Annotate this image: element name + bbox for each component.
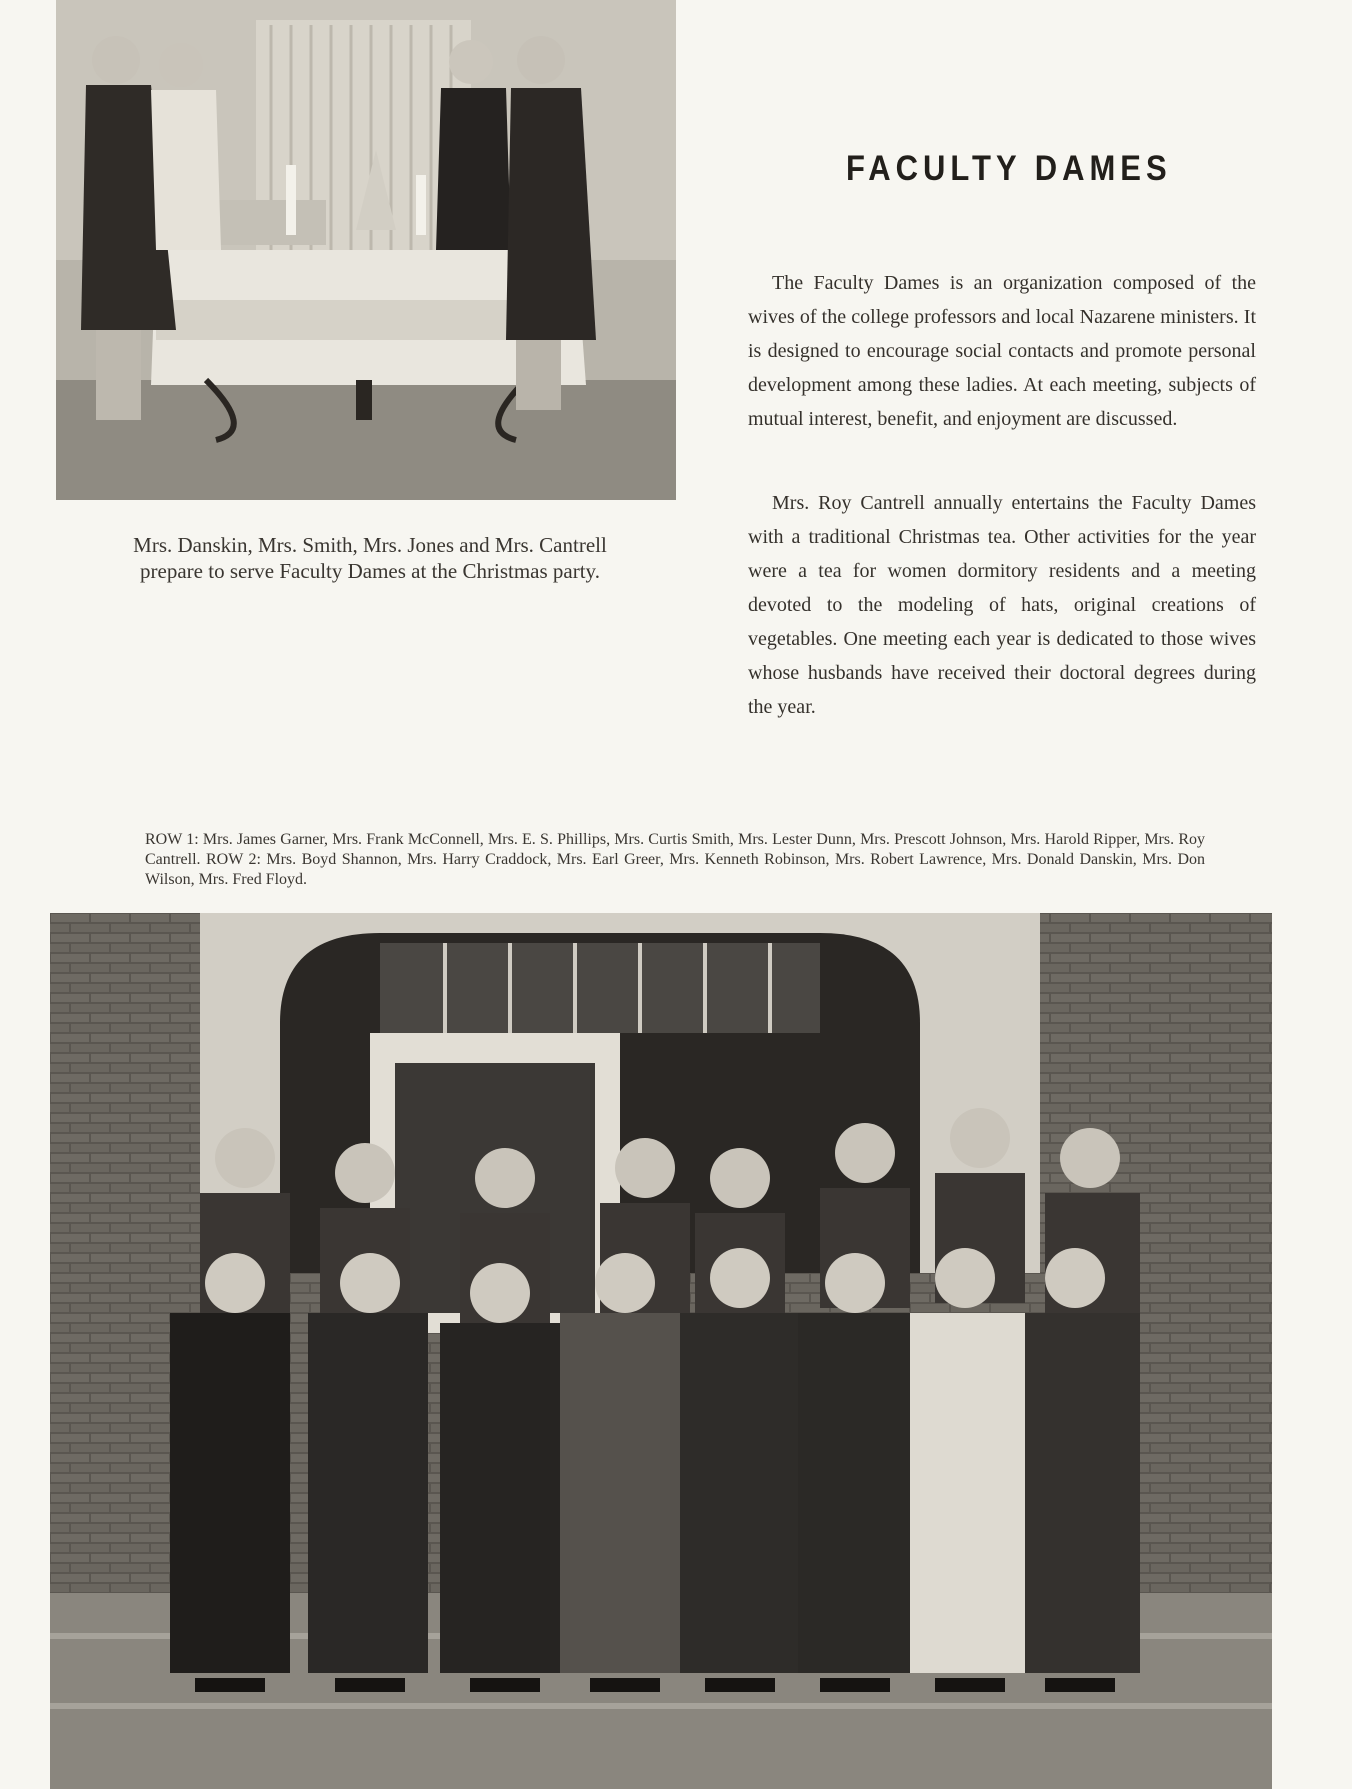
body-paragraph-1: The Faculty Dames is an organization composed of the wives of the college professors and local Nazarene ministers. It is designed to encourage social contacts and promote personal development among these ladies. At each meeting, subjects of mutual interest, benefit, and enjoyment are discussed. — [748, 272, 1256, 430]
photo-caption: Mrs. Danskin, Mrs. Smith, Mrs. Jones and Mrs. Cantrell prepare to serve Faculty Dames at the Christmas party. — [133, 533, 607, 583]
christmas-party-photo — [56, 0, 676, 500]
body-paragraph-2: Mrs. Roy Cantrell annually entertains the Faculty Dames with a traditional Christmas tea. Other activities for the year were a tea for women dormitory residents and a meeting devoted to the modeling of hats, original creations of vegetables. One meeting each year is dedicated to those wives whose husbands have received their doctoral degrees during the year. — [748, 492, 1256, 718]
group-photo-caption: ROW 1: Mrs. James Garner, Mrs. Frank McConnell, Mrs. E. S. Phillips, Mrs. Curtis Smith, Mrs. Lester Dunn, Mrs. Prescott Johnson, Mrs. Harold Ripper, Mrs. Roy Cantrell. ROW 2: Mrs. Boyd Shannon, Mrs. Harry Craddock, Mrs. Earl Greer, Mrs. Kenneth Robinson, Mrs. Robert Lawrence, Mrs. Donald Danskin, Mrs. Don Wilson, Mrs. Fred Floyd. — [145, 831, 1205, 888]
group-photo — [50, 913, 1272, 1789]
page-title: FACULTY DAMES — [846, 148, 1172, 189]
